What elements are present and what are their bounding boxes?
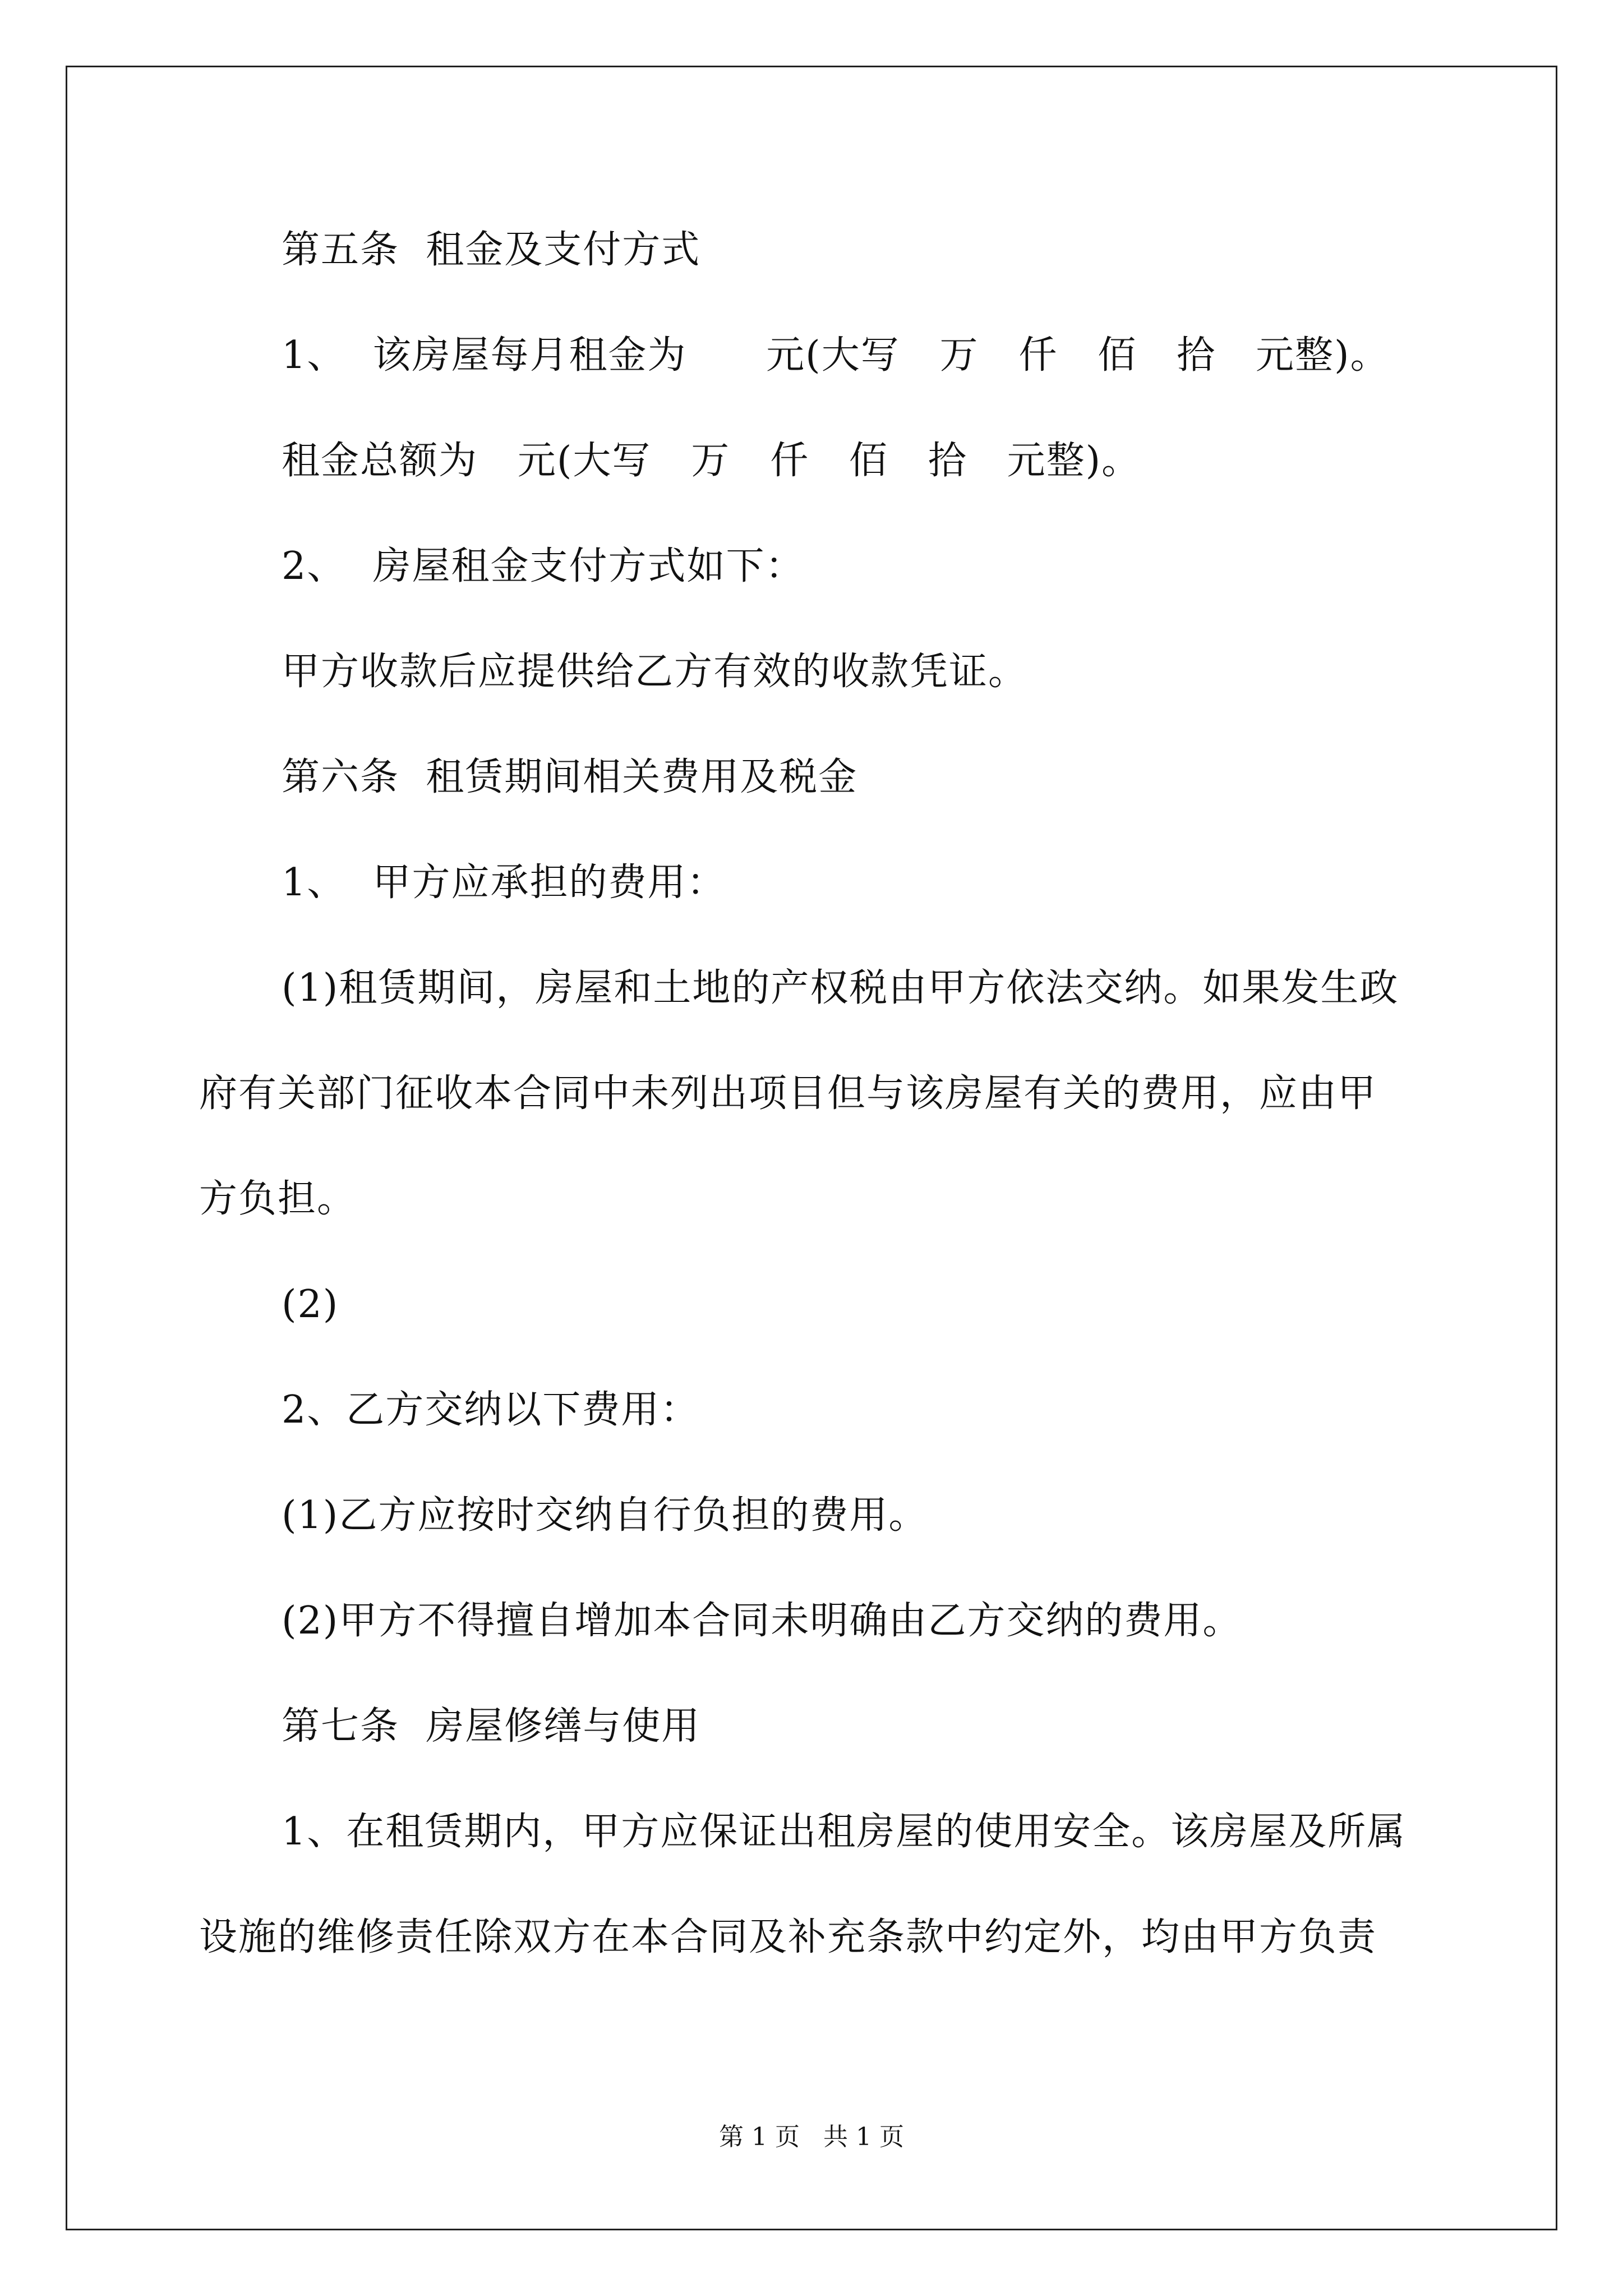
paragraph-line: 2、 房屋租金支付方式如下： bbox=[282, 544, 805, 588]
page-border bbox=[66, 66, 1557, 2230]
paragraph-line: (2) bbox=[282, 1282, 339, 1327]
paragraph-line: 甲方收款后应提供给乙方有效的收款凭证。 bbox=[282, 650, 1028, 694]
article-6-heading: 第六条 租赁期间相关费用及税金 bbox=[282, 755, 858, 799]
paragraph-line: 设施的维修责任除双方在本合同及补充条款中约定外，均由甲方负责 bbox=[199, 1915, 1377, 1959]
paragraph-line: 2、乙方交纳以下费用： bbox=[282, 1388, 700, 1432]
paragraph-line: 1、 该房屋每月租金为 元(大写 万 仟 佰 拾 元整)。 bbox=[282, 333, 1390, 378]
paragraph-line: (1)租赁期间，房屋和土地的产权税由甲方依法交纳。如果发生政 bbox=[282, 966, 1399, 1010]
paragraph-line: 1、在租赁期内，甲方应保证出租房屋的使用安全。该房屋及所属 bbox=[282, 1810, 1407, 1854]
paragraph-line: (1)乙方应按时交纳自行负担的费用。 bbox=[282, 1493, 928, 1538]
paragraph-line: 1、 甲方应承担的费用： bbox=[282, 861, 726, 905]
paragraph-line: 租金总额为 元(大写 万 仟 佰 拾 元整)。 bbox=[282, 439, 1141, 483]
paragraph-line: (2)甲方不得擅自增加本合同未明确由乙方交纳的费用。 bbox=[282, 1599, 1242, 1643]
page-number-footer: 第 1 页 共 1 页 bbox=[719, 2123, 904, 2151]
article-5-heading: 第五条 租金及支付方式 bbox=[282, 228, 701, 272]
article-7-heading: 第七条 房屋修缮与使用 bbox=[282, 1704, 701, 1749]
paragraph-line: 府有关部门征收本合同中未列出项目但与该房屋有关的费用，应由甲 bbox=[199, 1071, 1377, 1116]
paragraph-line: 方负担。 bbox=[199, 1177, 357, 1221]
